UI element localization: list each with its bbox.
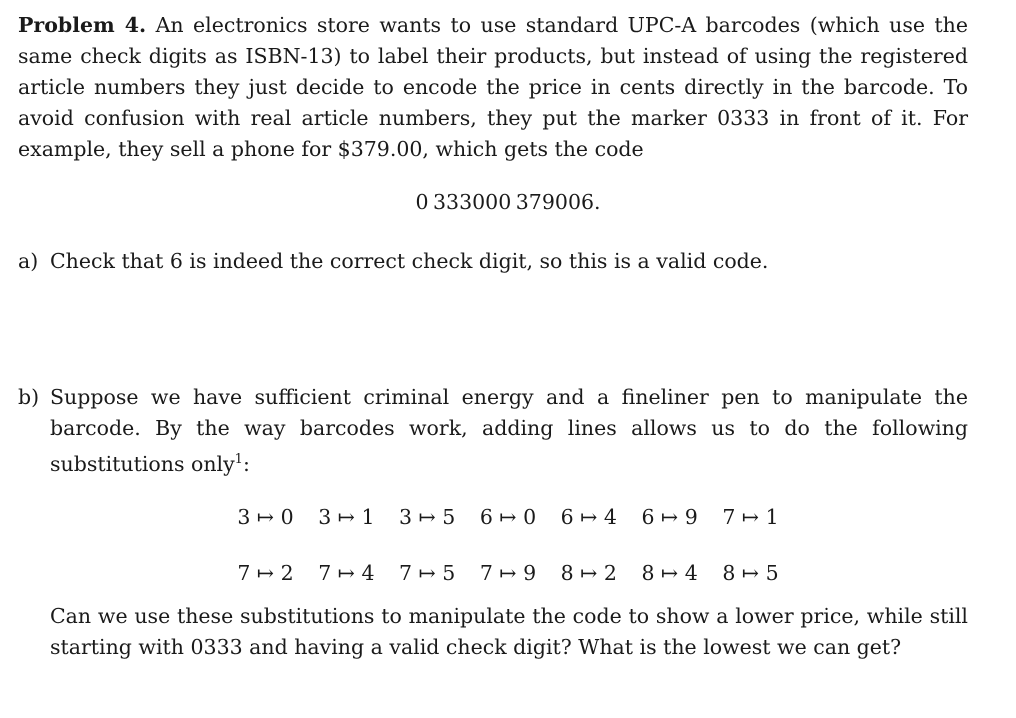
footnote-mark: 1 bbox=[234, 452, 243, 467]
substitution: 8 ↦ 2 bbox=[560, 561, 617, 585]
substitution: 3 ↦ 5 bbox=[399, 505, 456, 529]
part-a-label: a) bbox=[18, 249, 39, 273]
substitution: 6 ↦ 0 bbox=[479, 505, 537, 529]
substitution: 3 ↦ 1 bbox=[318, 505, 375, 529]
substitution: 7 ↦ 2 bbox=[237, 561, 294, 585]
substitution: 7 ↦ 4 bbox=[318, 561, 375, 585]
part-b-text bbox=[50, 382, 968, 480]
substitution: 7 ↦ 1 bbox=[722, 505, 779, 529]
substitution: 7 ↦ 5 bbox=[399, 561, 456, 585]
problem-intro bbox=[18, 10, 968, 165]
substitution: 6 ↦ 9 bbox=[641, 505, 698, 529]
part-a bbox=[18, 246, 968, 277]
part-b-text-end: : bbox=[242, 452, 250, 476]
part-b bbox=[18, 382, 968, 480]
problem-intro-text: An electronics store wants to use standard UPC-A barcodes (which use the same check digits as ISBN-13) to label their products, but instead of using the registered article numbers they just decide to encode the price in cents directly in the barcode. To avoid confusion with real article numbers, they put the marker 0333 in front of it. For example, they sell a phone for $379.00, which gets the code bbox=[18, 13, 968, 161]
problem-title: Problem 4. bbox=[18, 13, 147, 37]
substitution: 7 ↦ 9 bbox=[479, 561, 537, 585]
substitutions-row-1 bbox=[0, 502, 1016, 533]
substitutions-row-2 bbox=[0, 558, 1016, 589]
example-barcode: 0 333000 379006. bbox=[415, 190, 601, 214]
substitution: 8 ↦ 4 bbox=[641, 561, 698, 585]
substitution: 8 ↦ 5 bbox=[722, 561, 779, 585]
part-a-text: Check that 6 is indeed the correct check digit, so this is a valid code. bbox=[50, 249, 769, 273]
part-b-text-main: Suppose we have sufficient criminal energy and a fineliner pen to manipulate the barcode. By the way barcodes work, adding lines allows us to do the following substitutions only bbox=[50, 385, 968, 476]
part-b-question bbox=[18, 601, 968, 663]
part-b-question-text: Can we use these substitutions to manipulate the code to show a lower price, while still starting with 0333 and having a valid check digit? What is the lowest we can get? bbox=[50, 604, 968, 659]
substitution: 3 ↦ 0 bbox=[237, 505, 294, 529]
substitution: 6 ↦ 4 bbox=[560, 505, 617, 529]
part-b-label: b) bbox=[18, 385, 40, 409]
